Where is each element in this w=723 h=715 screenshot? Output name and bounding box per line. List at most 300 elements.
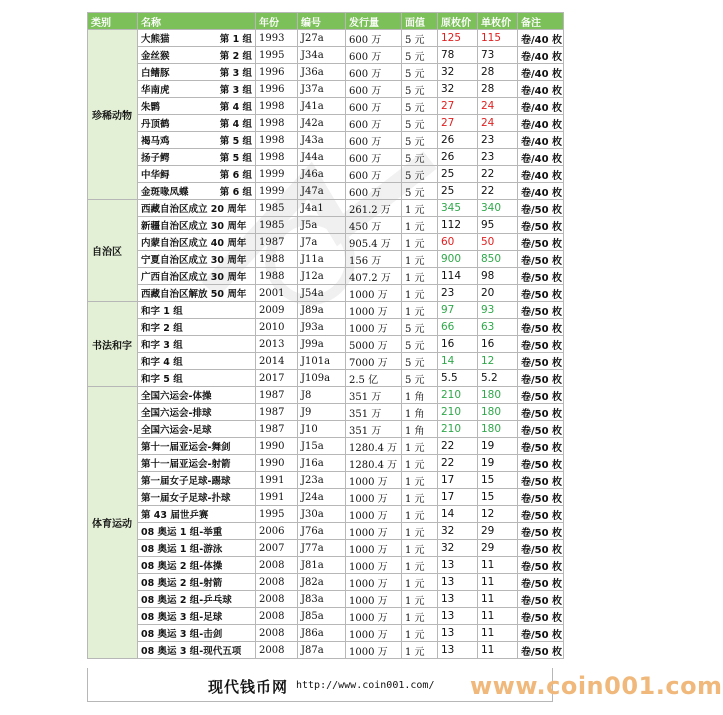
face-value-cell: 5 元 xyxy=(402,64,438,81)
item-name: 08 奥运 3 组-现代五项 xyxy=(141,646,242,657)
code-cell: J24a xyxy=(298,489,346,506)
price-original-cell: 210 xyxy=(438,387,478,404)
item-name: 金斑喙凤蝶 xyxy=(141,187,189,198)
year-cell: 1988 xyxy=(256,251,298,268)
quantity-cell: 600 万 xyxy=(346,132,402,149)
table-row xyxy=(88,557,564,574)
year-cell: 2014 xyxy=(256,353,298,370)
quantity-cell: 1000 万 xyxy=(346,557,402,574)
price-original-cell: 13 xyxy=(438,591,478,608)
note-cell: 卷/50 枚 xyxy=(518,200,564,217)
item-name: 全国六运会-排球 xyxy=(141,408,212,419)
price-single-cell: 73 xyxy=(478,47,518,64)
quantity-cell: 600 万 xyxy=(346,183,402,200)
code-cell: J44a xyxy=(298,149,346,166)
quantity-cell: 351 万 xyxy=(346,421,402,438)
price-single-cell: 29 xyxy=(478,540,518,557)
price-original-cell: 32 xyxy=(438,540,478,557)
name-cell xyxy=(138,268,256,285)
price-original-cell: 78 xyxy=(438,47,478,64)
item-name: 和字 2 组 xyxy=(141,323,183,334)
code-cell: J89a xyxy=(298,302,346,319)
price-original-cell: 27 xyxy=(438,115,478,132)
price-original-cell: 25 xyxy=(438,183,478,200)
code-cell: J46a xyxy=(298,166,346,183)
item-name: 08 奥运 3 组-足球 xyxy=(141,612,223,623)
year-cell: 2008 xyxy=(256,625,298,642)
item-name: 全国六运会-体操 xyxy=(141,391,212,402)
category-cell: 体育运动 xyxy=(88,387,138,659)
price-single-cell: 95 xyxy=(478,217,518,234)
price-single-cell: 28 xyxy=(478,81,518,98)
year-cell: 1987 xyxy=(256,234,298,251)
name-cell xyxy=(138,200,256,217)
note-cell: 卷/40 枚 xyxy=(518,166,564,183)
note-cell: 卷/50 枚 xyxy=(518,625,564,642)
face-value-cell: 1 元 xyxy=(402,234,438,251)
quantity-cell: 1000 万 xyxy=(346,472,402,489)
quantity-cell: 600 万 xyxy=(346,47,402,64)
face-value-cell: 5 元 xyxy=(402,98,438,115)
note-cell: 卷/50 枚 xyxy=(518,404,564,421)
table-row xyxy=(88,64,564,81)
table-row xyxy=(88,268,564,285)
table-row xyxy=(88,319,564,336)
name-cell xyxy=(138,591,256,608)
year-cell: 1995 xyxy=(256,47,298,64)
face-value-cell: 5 元 xyxy=(402,81,438,98)
face-value-cell: 5 元 xyxy=(402,353,438,370)
price-single-cell: 19 xyxy=(478,455,518,472)
year-cell: 1991 xyxy=(256,472,298,489)
item-name: 西藏自治区成立 20 周年 xyxy=(141,204,247,215)
code-cell: J9 xyxy=(298,404,346,421)
quantity-cell: 1000 万 xyxy=(346,608,402,625)
quantity-cell: 600 万 xyxy=(346,115,402,132)
table-row xyxy=(88,574,564,591)
name-cell xyxy=(138,608,256,625)
face-value-cell: 5 元 xyxy=(402,30,438,47)
column-header: 面值 xyxy=(402,13,438,30)
note-cell: 卷/40 枚 xyxy=(518,132,564,149)
quantity-cell: 1000 万 xyxy=(346,591,402,608)
table-row xyxy=(88,489,564,506)
price-single-cell: 16 xyxy=(478,336,518,353)
price-single-cell: 11 xyxy=(478,642,518,659)
coin-price-table xyxy=(87,12,564,659)
year-cell: 1990 xyxy=(256,455,298,472)
item-name: 和字 4 组 xyxy=(141,357,183,368)
year-cell: 2001 xyxy=(256,285,298,302)
table-row xyxy=(88,166,564,183)
year-cell: 2008 xyxy=(256,642,298,659)
year-cell: 1993 xyxy=(256,30,298,47)
table-row xyxy=(88,115,564,132)
item-group: 第 6 组 xyxy=(219,170,252,181)
name-cell xyxy=(138,251,256,268)
year-cell: 2007 xyxy=(256,540,298,557)
name-cell xyxy=(138,370,256,387)
face-value-cell: 1 角 xyxy=(402,404,438,421)
price-single-cell: 340 xyxy=(478,200,518,217)
year-cell: 1987 xyxy=(256,387,298,404)
face-value-cell: 1 元 xyxy=(402,438,438,455)
note-cell: 卷/50 枚 xyxy=(518,285,564,302)
name-cell xyxy=(138,540,256,557)
quantity-cell: 1000 万 xyxy=(346,319,402,336)
price-original-cell: 345 xyxy=(438,200,478,217)
price-single-cell: 12 xyxy=(478,506,518,523)
quantity-cell: 600 万 xyxy=(346,166,402,183)
item-name: 08 奥运 2 组-体操 xyxy=(141,561,223,572)
table-row xyxy=(88,217,564,234)
note-cell: 卷/40 枚 xyxy=(518,183,564,200)
note-cell: 卷/50 枚 xyxy=(518,353,564,370)
year-cell: 1990 xyxy=(256,438,298,455)
year-cell: 1988 xyxy=(256,268,298,285)
price-original-cell: 17 xyxy=(438,489,478,506)
face-value-cell: 1 元 xyxy=(402,608,438,625)
price-original-cell: 125 xyxy=(438,30,478,47)
table-row xyxy=(88,98,564,115)
item-group: 第 3 组 xyxy=(219,85,252,96)
quantity-cell: 351 万 xyxy=(346,404,402,421)
note-cell: 卷/50 枚 xyxy=(518,234,564,251)
face-value-cell: 1 元 xyxy=(402,455,438,472)
price-original-cell: 97 xyxy=(438,302,478,319)
code-cell: J4a1 xyxy=(298,200,346,217)
item-name: 第十一届亚运会-射箭 xyxy=(141,459,231,470)
face-value-cell: 1 元 xyxy=(402,574,438,591)
face-value-cell: 5 元 xyxy=(402,149,438,166)
table-row xyxy=(88,353,564,370)
quantity-cell: 1280.4 万 xyxy=(346,438,402,455)
code-cell: J23a xyxy=(298,472,346,489)
item-group: 第 3 组 xyxy=(219,68,252,79)
face-value-cell: 1 角 xyxy=(402,421,438,438)
year-cell: 2009 xyxy=(256,302,298,319)
item-group: 第 5 组 xyxy=(219,153,252,164)
year-cell: 1998 xyxy=(256,115,298,132)
table-row xyxy=(88,81,564,98)
note-cell: 卷/50 枚 xyxy=(518,268,564,285)
quantity-cell: 351 万 xyxy=(346,387,402,404)
face-value-cell: 5 元 xyxy=(402,319,438,336)
quantity-cell: 1280.4 万 xyxy=(346,455,402,472)
code-cell: J41a xyxy=(298,98,346,115)
code-cell: J81a xyxy=(298,557,346,574)
column-header: 备注 xyxy=(518,13,564,30)
price-original-cell: 22 xyxy=(438,455,478,472)
item-name: 褐马鸡 xyxy=(141,136,170,147)
name-cell xyxy=(138,353,256,370)
note-cell: 卷/50 枚 xyxy=(518,387,564,404)
item-group: 第 2 组 xyxy=(219,51,252,62)
code-cell: J27a xyxy=(298,30,346,47)
code-cell: J93a xyxy=(298,319,346,336)
face-value-cell: 1 元 xyxy=(402,557,438,574)
price-original-cell: 13 xyxy=(438,557,478,574)
item-name: 和字 3 组 xyxy=(141,340,183,351)
note-cell: 卷/50 枚 xyxy=(518,574,564,591)
item-group: 第 5 组 xyxy=(219,136,252,147)
item-group: 第 6 组 xyxy=(219,187,252,198)
note-cell: 卷/40 枚 xyxy=(518,64,564,81)
note-cell: 卷/50 枚 xyxy=(518,455,564,472)
item-name: 内蒙自治区成立 40 周年 xyxy=(141,238,247,249)
item-name: 朱鹮 xyxy=(141,102,161,113)
quantity-cell: 600 万 xyxy=(346,98,402,115)
code-cell: J99a xyxy=(298,336,346,353)
note-cell: 卷/40 枚 xyxy=(518,30,564,47)
price-single-cell: 5.2 xyxy=(478,370,518,387)
face-value-cell: 5 元 xyxy=(402,166,438,183)
year-cell: 1998 xyxy=(256,149,298,166)
name-cell xyxy=(138,217,256,234)
quantity-cell: 1000 万 xyxy=(346,302,402,319)
note-cell: 卷/50 枚 xyxy=(518,642,564,659)
year-cell: 2008 xyxy=(256,591,298,608)
note-cell: 卷/50 枚 xyxy=(518,540,564,557)
quantity-cell: 1000 万 xyxy=(346,506,402,523)
note-cell: 卷/50 枚 xyxy=(518,251,564,268)
table-header xyxy=(88,13,564,30)
price-original-cell: 23 xyxy=(438,285,478,302)
price-single-cell: 15 xyxy=(478,472,518,489)
face-value-cell: 1 角 xyxy=(402,387,438,404)
code-cell: J8 xyxy=(298,387,346,404)
note-cell: 卷/50 枚 xyxy=(518,336,564,353)
note-cell: 卷/50 枚 xyxy=(518,319,564,336)
price-single-cell: 29 xyxy=(478,523,518,540)
category-cell: 珍稀动物 xyxy=(88,30,138,200)
table-row xyxy=(88,30,564,47)
face-value-cell: 1 元 xyxy=(402,591,438,608)
price-original-cell: 900 xyxy=(438,251,478,268)
quantity-cell: 1000 万 xyxy=(346,523,402,540)
name-cell xyxy=(138,234,256,251)
item-name: 第一届女子足球-扑球 xyxy=(141,493,231,504)
price-original-cell: 14 xyxy=(438,506,478,523)
code-cell: J34a xyxy=(298,47,346,64)
code-cell: J82a xyxy=(298,574,346,591)
table-row xyxy=(88,285,564,302)
code-cell: J42a xyxy=(298,115,346,132)
price-single-cell: 11 xyxy=(478,608,518,625)
item-name: 大熊猫 xyxy=(141,34,170,45)
price-original-cell: 32 xyxy=(438,64,478,81)
table-row xyxy=(88,183,564,200)
price-single-cell: 11 xyxy=(478,625,518,642)
year-cell: 1995 xyxy=(256,506,298,523)
quantity-cell: 450 万 xyxy=(346,217,402,234)
price-single-cell: 11 xyxy=(478,557,518,574)
footer-url: http://www.coin001.com/ xyxy=(296,680,435,691)
name-cell xyxy=(138,319,256,336)
code-cell: J101a xyxy=(298,353,346,370)
price-single-cell: 93 xyxy=(478,302,518,319)
quantity-cell: 2.5 亿 xyxy=(346,370,402,387)
name-cell xyxy=(138,455,256,472)
name-cell xyxy=(138,285,256,302)
item-name: 08 奥运 2 组-射箭 xyxy=(141,578,223,589)
quantity-cell: 5000 万 xyxy=(346,336,402,353)
item-name: 华南虎 xyxy=(141,85,170,96)
quantity-cell: 1000 万 xyxy=(346,540,402,557)
price-original-cell: 22 xyxy=(438,438,478,455)
year-cell: 1999 xyxy=(256,183,298,200)
price-single-cell: 15 xyxy=(478,489,518,506)
code-cell: J30a xyxy=(298,506,346,523)
note-cell: 卷/50 枚 xyxy=(518,523,564,540)
note-cell: 卷/40 枚 xyxy=(518,98,564,115)
code-cell: J47a xyxy=(298,183,346,200)
face-value-cell: 1 元 xyxy=(402,642,438,659)
face-value-cell: 1 元 xyxy=(402,302,438,319)
footer-site-name: 现代钱币网 xyxy=(208,678,289,696)
price-original-cell: 210 xyxy=(438,421,478,438)
code-cell: J16a xyxy=(298,455,346,472)
category-cell: 书法和字 xyxy=(88,302,138,387)
year-cell: 1998 xyxy=(256,132,298,149)
face-value-cell: 1 元 xyxy=(402,489,438,506)
price-single-cell: 24 xyxy=(478,98,518,115)
item-name: 第一届女子足球-踢球 xyxy=(141,476,231,487)
code-cell: J109a xyxy=(298,370,346,387)
price-original-cell: 13 xyxy=(438,574,478,591)
quantity-cell: 600 万 xyxy=(346,149,402,166)
face-value-cell: 1 元 xyxy=(402,268,438,285)
note-cell: 卷/40 枚 xyxy=(518,149,564,166)
price-original-cell: 26 xyxy=(438,132,478,149)
column-header: 发行量 xyxy=(346,13,402,30)
price-single-cell: 115 xyxy=(478,30,518,47)
face-value-cell: 1 元 xyxy=(402,540,438,557)
price-single-cell: 180 xyxy=(478,421,518,438)
face-value-cell: 1 元 xyxy=(402,217,438,234)
face-value-cell: 5 元 xyxy=(402,115,438,132)
name-cell xyxy=(138,642,256,659)
price-original-cell: 26 xyxy=(438,149,478,166)
face-value-cell: 1 元 xyxy=(402,625,438,642)
item-name: 中华鲟 xyxy=(141,170,170,181)
price-single-cell: 23 xyxy=(478,149,518,166)
name-cell xyxy=(138,166,256,183)
item-name: 西藏自治区解放 50 周年 xyxy=(141,289,247,300)
quantity-cell: 1000 万 xyxy=(346,285,402,302)
code-cell: J7a xyxy=(298,234,346,251)
name-cell xyxy=(138,574,256,591)
price-original-cell: 32 xyxy=(438,523,478,540)
table-row xyxy=(88,642,564,659)
price-single-cell: 22 xyxy=(478,166,518,183)
price-single-cell: 180 xyxy=(478,387,518,404)
table-row xyxy=(88,132,564,149)
price-original-cell: 25 xyxy=(438,166,478,183)
quantity-cell: 407.2 万 xyxy=(346,268,402,285)
year-cell: 2008 xyxy=(256,557,298,574)
price-original-cell: 27 xyxy=(438,98,478,115)
item-name: 和字 1 组 xyxy=(141,306,183,317)
name-cell xyxy=(138,387,256,404)
year-cell: 1996 xyxy=(256,81,298,98)
code-cell: J85a xyxy=(298,608,346,625)
price-original-cell: 16 xyxy=(438,336,478,353)
name-cell xyxy=(138,404,256,421)
quantity-cell: 905.4 万 xyxy=(346,234,402,251)
quantity-cell: 261.2 万 xyxy=(346,200,402,217)
face-value-cell: 5 元 xyxy=(402,132,438,149)
table-row xyxy=(88,438,564,455)
code-cell: J5a xyxy=(298,217,346,234)
code-cell: J36a xyxy=(298,64,346,81)
name-cell xyxy=(138,115,256,132)
price-single-cell: 22 xyxy=(478,183,518,200)
column-header: 原枚价 xyxy=(438,13,478,30)
header-row xyxy=(88,13,564,30)
note-cell: 卷/50 枚 xyxy=(518,591,564,608)
table-row xyxy=(88,506,564,523)
code-cell: J11a xyxy=(298,251,346,268)
item-name: 宁夏自治区成立 30 周年 xyxy=(141,255,247,266)
code-cell: J54a xyxy=(298,285,346,302)
note-cell: 卷/50 枚 xyxy=(518,421,564,438)
table-row xyxy=(88,370,564,387)
note-cell: 卷/50 枚 xyxy=(518,608,564,625)
price-single-cell: 23 xyxy=(478,132,518,149)
name-cell xyxy=(138,132,256,149)
name-cell xyxy=(138,64,256,81)
item-group: 第 4 组 xyxy=(219,119,252,130)
face-value-cell: 1 元 xyxy=(402,285,438,302)
year-cell: 2006 xyxy=(256,523,298,540)
name-cell xyxy=(138,472,256,489)
price-original-cell: 13 xyxy=(438,642,478,659)
code-cell: J10 xyxy=(298,421,346,438)
name-cell xyxy=(138,336,256,353)
column-header: 类别 xyxy=(88,13,138,30)
price-single-cell: 98 xyxy=(478,268,518,285)
item-name: 08 奥运 3 组-击剑 xyxy=(141,629,223,640)
quantity-cell: 600 万 xyxy=(346,64,402,81)
price-single-cell: 24 xyxy=(478,115,518,132)
price-single-cell: 12 xyxy=(478,353,518,370)
year-cell: 2008 xyxy=(256,608,298,625)
name-cell xyxy=(138,98,256,115)
price-original-cell: 66 xyxy=(438,319,478,336)
item-name: 白鳍豚 xyxy=(141,68,170,79)
name-cell xyxy=(138,81,256,98)
table-body xyxy=(88,30,564,659)
name-cell xyxy=(138,506,256,523)
table-row xyxy=(88,523,564,540)
note-cell: 卷/40 枚 xyxy=(518,115,564,132)
price-single-cell: 19 xyxy=(478,438,518,455)
price-single-cell: 50 xyxy=(478,234,518,251)
quantity-cell: 1000 万 xyxy=(346,489,402,506)
quantity-cell: 600 万 xyxy=(346,81,402,98)
face-value-cell: 1 元 xyxy=(402,251,438,268)
note-cell: 卷/50 枚 xyxy=(518,557,564,574)
code-cell: J76a xyxy=(298,523,346,540)
quantity-cell: 1000 万 xyxy=(346,625,402,642)
column-header: 编号 xyxy=(298,13,346,30)
item-name: 金丝猴 xyxy=(141,51,170,62)
price-original-cell: 60 xyxy=(438,234,478,251)
item-group: 第 4 组 xyxy=(219,102,252,113)
quantity-cell: 600 万 xyxy=(346,30,402,47)
name-cell xyxy=(138,149,256,166)
